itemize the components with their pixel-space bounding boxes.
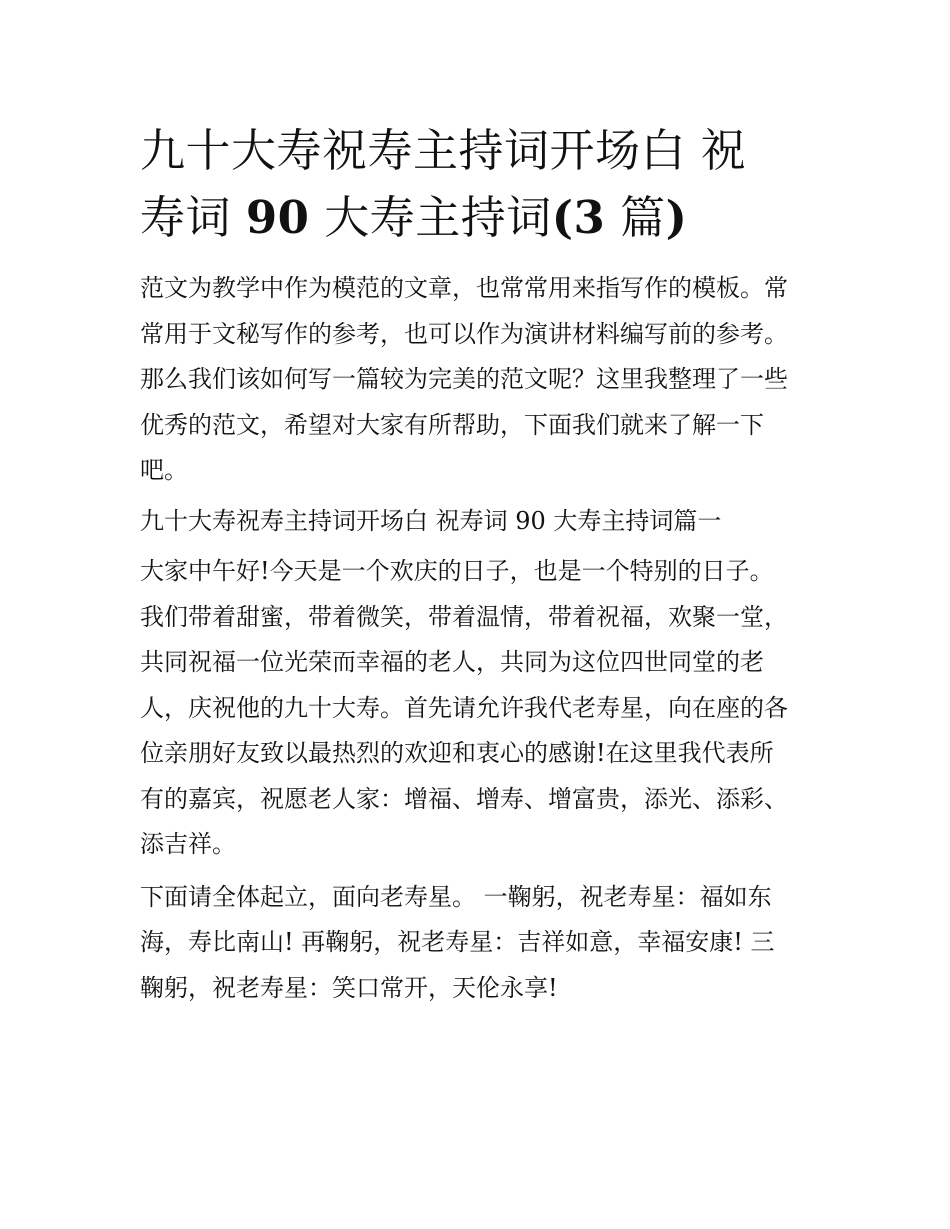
title-text-c: 大寿主持词 xyxy=(309,191,552,244)
intro-line: 那么我们该如何写一篇较为完美的范文呢？这里我整理了一些 xyxy=(140,365,788,393)
body-line: 共同祝福一位光荣而幸福的老人，共同为这位四世同堂的老 xyxy=(140,648,764,676)
closing-paragraph xyxy=(140,875,830,1012)
document-content xyxy=(140,117,830,1011)
intro-line: 优秀的范文，希望对大家有所帮助，下面我们就来了解一下 xyxy=(140,410,764,439)
closing-line: 海，寿比南山! 再鞠躬，祝老寿星：吉祥如意，幸福安康! 三 xyxy=(140,928,775,956)
title-text-e: 篇 xyxy=(605,191,666,244)
title-count: (3 xyxy=(551,191,606,244)
document-title xyxy=(140,117,830,251)
intro-paragraph xyxy=(140,266,830,494)
title-number: 90 xyxy=(245,191,310,244)
section-heading-text: 九十大寿祝寿主持词开场白 祝寿词 90 大寿主持词篇一 xyxy=(140,506,722,535)
intro-line: 常用于文秘写作的参考，也可以作为演讲材料编写前的参考。 xyxy=(140,319,788,348)
body-line: 添吉祥。 xyxy=(140,830,236,858)
closing-line: 鞠躬，祝老寿星：笑口常开，天伦永享! xyxy=(140,973,558,1002)
closing-line: 下面请全体起立，面向老寿星。 一鞠躬，祝老寿星：福如东 xyxy=(140,882,772,911)
body-line: 有的嘉宾，祝愿老人家：增福、增寿、增富贵，添光、添彩、 xyxy=(140,784,788,813)
title-line-1: 九十大寿祝寿主持词开场白 祝 xyxy=(140,124,747,177)
section-heading xyxy=(140,499,830,545)
body-line: 人，庆祝他的九十大寿。首先请允许我代老寿星，向在座的各 xyxy=(140,693,788,722)
body-line: 我们带着甜蜜，带着微笑，带着温情，带着祝福，欢聚一堂， xyxy=(140,602,788,631)
body-paragraph xyxy=(140,549,830,868)
intro-line: 吧。 xyxy=(140,456,188,484)
title-line-2 xyxy=(140,184,830,251)
body-line: 大家中午好!今天是一个欢庆的日子，也是一个特别的日子。 xyxy=(140,557,774,585)
title-paren: ) xyxy=(665,191,688,244)
body-line: 位亲朋好友致以最热烈的欢迎和衷心的感谢!在这里我代表所 xyxy=(140,739,774,767)
intro-line: 范文为教学中作为模范的文章，也常常用来指写作的模板。常 xyxy=(140,274,788,302)
title-text-a: 寿词 xyxy=(140,191,246,244)
